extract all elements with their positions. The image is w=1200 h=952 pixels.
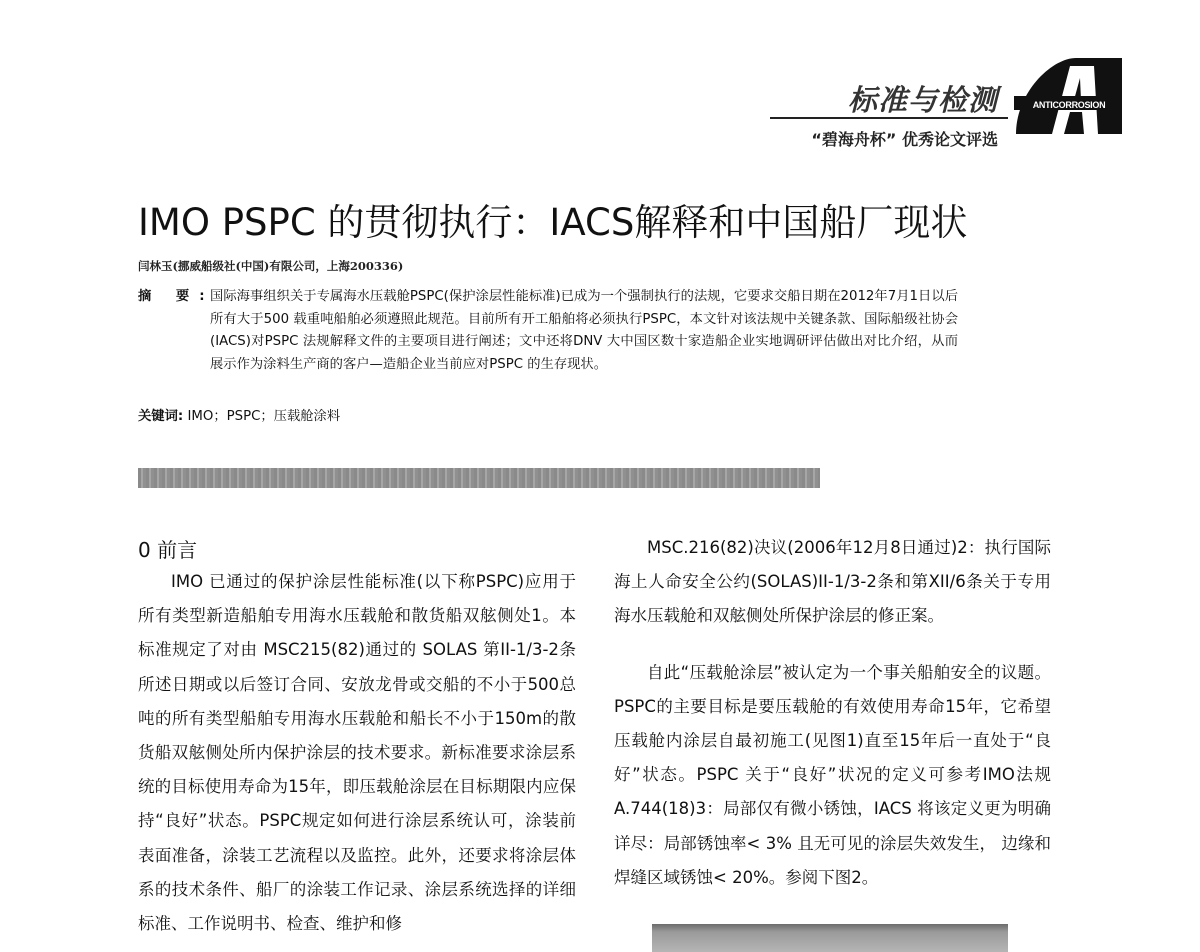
keywords-label: 关键词: <box>138 409 184 424</box>
abstract-text: 国际海事组织关于专属海水压载舱PSPC(保护涂层性能标准)已成为一个强制执行的法规，它要求交船日期在2012年7月1日以后所有大于500 载重吨船舶必须遵照此规范。目前所有开工船舶将必须执行PSPC，本文针对该法规中关键条款、国际船级社协会(IACS)对PSPC 法规解释文件的主要项目进行阐述；文中还将DNV 大中国区数十家造船企业实地调研评估做出对比介绍，从而展示作为涂料生产商的客户—造船企业当前应对PSPC 的生存现状。 <box>210 289 958 372</box>
body-column-right <box>614 531 1051 895</box>
ballast-coating-paragraph: 自此“压载舱涂层”被认定为一个事关船舶安全的议题。PSPC的主要目标是要压载舱的有效使用寿命15年，它希望压载舱内涂层自最初施工(见图1)直至15年后一直处于“良好”状态。PSPC 关于“良好”状况的定义可参考IMO法规A.744(18)3：局部仅有微小锈蚀，IACS 将该定义更为明确详尽：局部锈蚀率< 3% 且无可见的涂层失效发生， 边缘和焊缝区域锈蚀< 20%。参阅下图2。 <box>614 662 1051 887</box>
keywords <box>138 405 340 424</box>
keywords-text: IMO；PSPC；压载舱涂料 <box>187 409 341 424</box>
header-rule <box>770 117 1008 119</box>
section-subtitle: “碧海舟杯” 优秀论文评选 <box>811 130 998 149</box>
article-title: IMO PSPC 的贯彻执行：IACS解释和中国船厂现状 <box>138 201 968 244</box>
preface-paragraph: IMO 已通过的保护涂层性能标准(以下称PSPC)应用于所有类型新造船舶专用海水压载舱和散货船双舷侧处1。本标准规定了对由 MSC215(82)通过的 SOLAS 第II-1/3-2条所述日期或以后签订合同、安放龙骨或交船的不小于500总吨的所有类型船舶专用海水压载舱和船长不小于150m的散货船双舷侧处所内保护涂层的技术要求。新标准要求涂层系统的目标使用寿命为15年，即压载舱涂层在目标期限内应保持“良好”状态。PSPC规定如何进行涂层系统认可，涂装前表面准备，涂装工艺流程以及监控。此外，还要求将涂层体系的技术条件、船厂的涂装工作记录、涂层系统选择的详细标准、工作说明书、检查、维护和修 <box>138 572 576 934</box>
figure-image-top <box>652 924 1008 952</box>
abstract <box>138 286 958 376</box>
resolution-paragraph: MSC.216(82)决议(2006年12月8日通过)2：执行国际海上人命安全公约(SOLAS)II-1/3-2条和第XII/6条关于专用海水压载舱和双舷侧处所保护涂层的修正案。 <box>614 538 1051 626</box>
section-heading-preface: 0 前言 <box>138 538 198 562</box>
body-column-left <box>138 565 576 941</box>
anticorrosion-logo <box>1012 52 1124 142</box>
author-affiliation: 闫林玉(挪威船级社(中国)有限公司，上海200336) <box>138 259 404 273</box>
section-title: 标准与检测 <box>847 83 998 117</box>
logo-text: ANTICORROSION <box>1032 100 1106 110</box>
abstract-label: 摘 要: <box>138 289 215 304</box>
section-divider-bar <box>138 468 820 488</box>
